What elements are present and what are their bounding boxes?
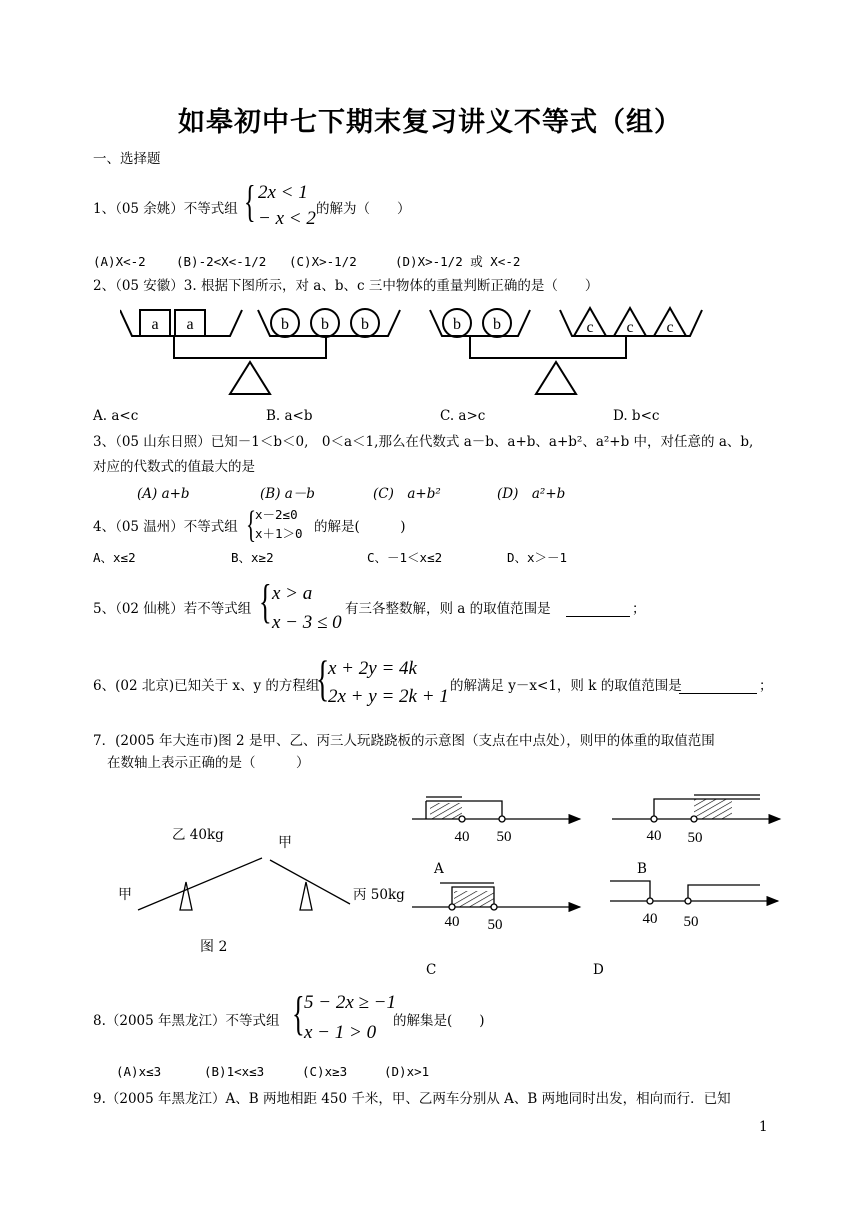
weight-label-b-2: b — [321, 316, 329, 333]
q4-inequality-2: x＋1＞0 — [255, 526, 303, 541]
q3-line-2: 对应的代数式的值最大的是 — [93, 459, 255, 475]
weight-label-b-1: b — [281, 316, 289, 333]
q2-option-c: C. a>c — [440, 408, 486, 424]
q4-option-d: D、x＞－1 — [507, 550, 568, 565]
q3-option-c: (C) a+b² — [373, 486, 441, 502]
q4-option-c: C、－1＜x≤2 — [367, 550, 443, 565]
q5-prefix: 5、（02 仙桃）若不等式组 — [93, 601, 252, 617]
q2-option-d: D. b<c — [613, 408, 660, 424]
option-c-tick-50: 50 — [487, 917, 503, 933]
q4-prefix: 4、（05 温州）不等式组 — [93, 519, 238, 535]
q2-text: 2、（05 安徽）3. 根据下图所示，对 a、b、c 三中物体的重量判断正确的是（ ） — [93, 278, 599, 294]
option-b-tick-50: 50 — [687, 830, 703, 846]
q1-suffix: 的解为（ ） — [316, 201, 411, 217]
q6-prefix: 6、(02 北京)已知关于 x、y 的方程组 — [93, 678, 320, 694]
q1-brace: { — [244, 177, 256, 226]
q5-brace: { — [259, 575, 272, 628]
q4-option-a: A、x≤2 — [93, 550, 136, 565]
weight-label-b-3: b — [361, 316, 369, 333]
option-letter-b: B — [637, 861, 647, 877]
option-letter-c: C — [426, 962, 437, 978]
q6-end: ； — [759, 678, 773, 694]
weight-label-b-5: b — [493, 316, 501, 333]
q1-inequality-1: 2x < 1 — [258, 182, 308, 203]
seesaw-label-bing: 丙 50kg — [353, 887, 405, 903]
q1-inequality-2: − x < 2 — [258, 208, 316, 229]
q2-option-b: B. a<b — [266, 408, 313, 424]
section-heading: 一、选择题 — [93, 151, 161, 167]
q1-option-c: (C)X>-1/2 — [289, 254, 357, 269]
weight-label-a-2: a — [186, 316, 194, 333]
q5-end: ； — [632, 601, 646, 617]
option-d-tick-50: 50 — [683, 914, 699, 930]
page-number: 1 — [759, 1119, 768, 1135]
weight-label-c-3: c — [666, 319, 674, 336]
figure-2-caption: 图 2 — [200, 939, 228, 955]
q8-brace: { — [292, 987, 305, 1040]
q1-option-d: (D)X>-1/2 或 X<-2 — [395, 254, 521, 269]
weight-label-a-1: a — [151, 316, 159, 333]
option-letter-a: A — [434, 861, 444, 877]
q7-line-1: 7．(2005 年大连市)图 2 是甲、乙、丙三人玩跷跷板的示意图（支点在中点处），则甲的体重的取值范围 — [93, 733, 715, 749]
q1-option-a: (A)X<-2 — [93, 254, 146, 269]
q4-brace: { — [246, 504, 257, 546]
seesaw-label-yi: 乙 40kg — [172, 827, 224, 843]
q5-inequality-1: x > a — [272, 583, 313, 604]
q5-suffix: 有三各整数解，则 a 的取值范围是 — [345, 601, 551, 617]
q4-inequality-1: x－2≤0 — [255, 507, 298, 522]
seesaw-figure — [110, 820, 410, 940]
q8-option-c: (C)x≥3 — [302, 1064, 348, 1079]
q6-equation-2: 2x + y = 2k + 1 — [328, 686, 449, 707]
q5-inequality-2: x − 3 ≤ 0 — [272, 612, 342, 633]
q6-brace: { — [316, 650, 330, 706]
q8-option-b: (B)1<x≤3 — [204, 1064, 265, 1079]
q3-option-a: (A) a+b — [137, 486, 190, 502]
option-d-tick-40: 40 — [642, 911, 658, 927]
weight-label-c-2: c — [626, 319, 634, 336]
q3-option-d: (D) a²+b — [497, 486, 566, 502]
q7-line-2: 在数轴上表示正确的是（ ） — [107, 755, 310, 771]
option-a-tick-40: 40 — [454, 829, 470, 845]
q8-option-a: (A)x≤3 — [116, 1064, 162, 1079]
option-a-tick-50: 50 — [496, 829, 512, 845]
q8-inequality-2: x − 1 > 0 — [304, 1022, 377, 1043]
seesaw-label-jia-left: 甲 — [118, 887, 132, 903]
q3-option-b: (B) a－b — [260, 486, 315, 502]
option-b-tick-40: 40 — [646, 828, 662, 844]
q4-option-b: B、x≥2 — [231, 550, 274, 565]
option-c-tick-40: 40 — [444, 914, 460, 930]
q6-answer-blank[interactable] — [679, 693, 757, 694]
q3-line-1: 3、（05 山东日照）已知－1＜b＜0, 0＜a＜1,那么在代数式 a－b、a+b、a+b²、a²+b 中，对任意的 a、b, — [93, 434, 754, 450]
q6-suffix: 的解满足 y－x<1，则 k 的取值范围是 — [450, 678, 682, 694]
q4-suffix: 的解是( ) — [314, 519, 406, 535]
q1-option-b: (B)-2<X<-1/2 — [176, 254, 267, 269]
q2-option-a: A. a<c — [93, 408, 139, 424]
q8-prefix: 8.（2005 年黑龙江）不等式组 — [93, 1013, 280, 1029]
q1-prefix: 1、（05 余姚）不等式组 — [93, 201, 238, 217]
q5-answer-blank[interactable] — [566, 616, 630, 617]
weight-label-c-1: c — [586, 319, 594, 336]
balance-scales-figure — [120, 300, 720, 400]
q9-text: 9.（2005 年黑龙江）A、B 两地相距 450 千米，甲、乙两车分别从 A、B 两地同时出发，相向而行．已知 — [93, 1091, 731, 1107]
seesaw-label-jia-top: 甲 — [278, 835, 292, 851]
q6-equation-1: x + 2y = 4k — [328, 658, 417, 679]
weight-label-b-4: b — [453, 316, 461, 333]
option-letter-d: D — [593, 962, 604, 978]
page-title: 如皋初中七下期末复习讲义不等式（组） — [178, 107, 682, 138]
q8-option-d: (D)x>1 — [384, 1064, 430, 1079]
q8-suffix: 的解集是( ) — [393, 1013, 485, 1029]
q8-inequality-1: 5 − 2x ≥ −1 — [304, 992, 397, 1013]
number-line-options — [410, 785, 790, 985]
